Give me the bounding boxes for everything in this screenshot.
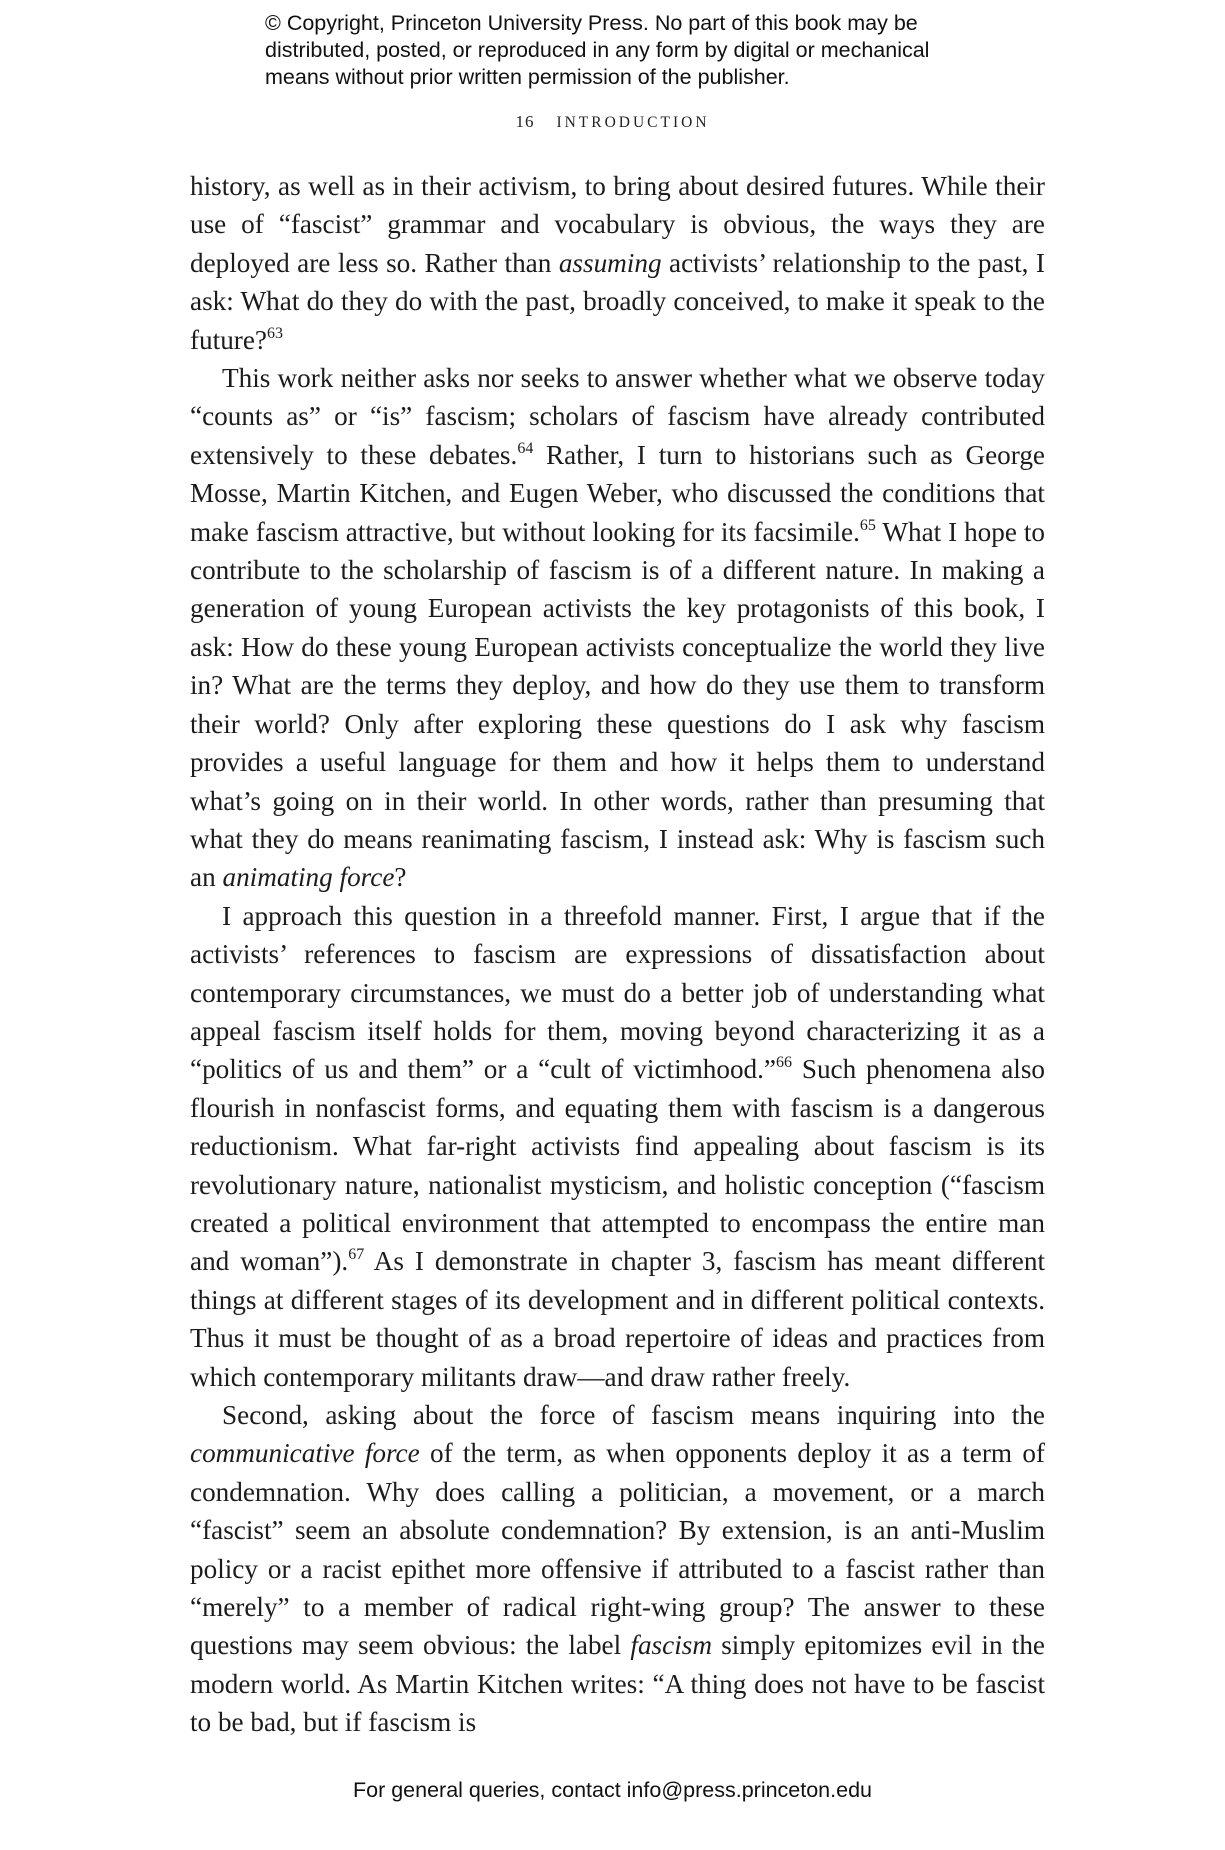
text-run: I approach this question in a threefold manner. First, I argue that if the activists’ references to fascism are expressions of dissatisfaction about contemporary circumstances, we must do a better job of understanding what appeal fascism itself holds for them, moving beyond characterizing it as a “politics of us and them” or a “cult of victimhood.” xyxy=(190,900,1045,1085)
page-number: 16 xyxy=(515,112,535,131)
text-run: Second, asking about the force of fascism means inquiring into the xyxy=(222,1400,1045,1430)
text-run: simply epitomizes evil in the modern world. As Martin Kitchen writes: “A thing does not have to be fascist to be bad, but if fascism is xyxy=(190,1630,1045,1738)
running-head xyxy=(0,112,1225,132)
paragraph xyxy=(190,359,1045,897)
text-run: Such phenomena also flourish in nonfascist forms, and equating them with fascism is a dangerous reductionism. What far-right activists find appealing about fascism is its revolutionary nature, nationalist mysticism, and holistic conception (“fascism created a political environment that attempted to encompass the entire man and woman”). xyxy=(190,1054,1045,1277)
footnote-ref: 65 xyxy=(859,516,876,534)
italic-text: animating force xyxy=(222,862,395,893)
text-run: history, as well as in their activism, to bring about desired futures. While their use of “fascist” grammar and vocabulary is obvious, the ways they are deployed are less so. Rather than xyxy=(190,171,1045,278)
copyright-line-3: means without prior written permission of the publisher. xyxy=(265,65,790,89)
footnote-ref: 64 xyxy=(517,439,534,457)
paragraph xyxy=(190,1396,1045,1742)
text-run: Rather, I turn to historians such as George Mosse, Martin Kitchen, and Eugen Weber, who discussed the conditions that make fascism attractive, but without looking for its facsimile. xyxy=(190,439,1045,547)
footnote-ref: 66 xyxy=(776,1054,793,1072)
text-run: As I demonstrate in chapter 3, fascism has meant different things at different stages of its development and in different political contexts. Thus it must be thought of as a broad repertoire of ideas and practices from which contemporary militants draw—and draw rather freely. xyxy=(190,1246,1045,1392)
copyright-line-2: distributed, posted, or reproduced in any form by digital or mechanical xyxy=(265,38,930,62)
text-run: ? xyxy=(394,862,407,893)
footnote-ref: 67 xyxy=(348,1246,365,1264)
footer-contact: For general queries, contact info@press.princeton.edu xyxy=(352,1778,872,1802)
text-run: activists’ relationship to the past, I ask: What do they do with the past, broadly conceived, to make it speak to the future? xyxy=(190,247,1045,355)
italic-text: fascism xyxy=(630,1630,712,1661)
text-run: This work neither asks nor seeks to answer whether what we observe today “counts as” or “is” fascism; scholars of fascism have already contributed extensively to these debates. xyxy=(190,363,1045,470)
footnote-ref: 63 xyxy=(266,324,283,342)
section-title: INTRODUCTION xyxy=(556,114,710,131)
text-run: What I hope to contribute to the scholarship of fascism is of a different nature. In making a generation of young European activists the key protagonists of this book, I ask: How do these young European activists conceptualize the world they live in? What are the terms they deploy, and how do they use them to transform their world? Only after exploring these questions do I ask why fascism provides a useful language for them and how it helps them to understand what’s going on in their world. In other words, rather than presuming that what they do means reanimating fascism, I instead ask: Why is fascism such an xyxy=(190,516,1046,893)
copyright-notice xyxy=(265,10,985,91)
text-run: of the term, as when opponents deploy it as a term of condemnation. Why does calling a politician, a movement, or a march “fascist” seem an absolute condemnation? By extension, is an anti-Muslim policy or a racist epithet more offensive if attributed to a fascist rather than “merely” to a member of radical right-wing group? The answer to these questions may seem obvious: the label xyxy=(190,1438,1045,1661)
paragraph xyxy=(190,897,1045,1396)
italic-text: assuming xyxy=(558,247,662,278)
body-text xyxy=(190,167,1045,1742)
copyright-line-1: © Copyright, Princeton University Press. No part of this book may be xyxy=(265,11,918,35)
paragraph xyxy=(190,167,1045,359)
italic-text: communicative force xyxy=(190,1438,420,1469)
